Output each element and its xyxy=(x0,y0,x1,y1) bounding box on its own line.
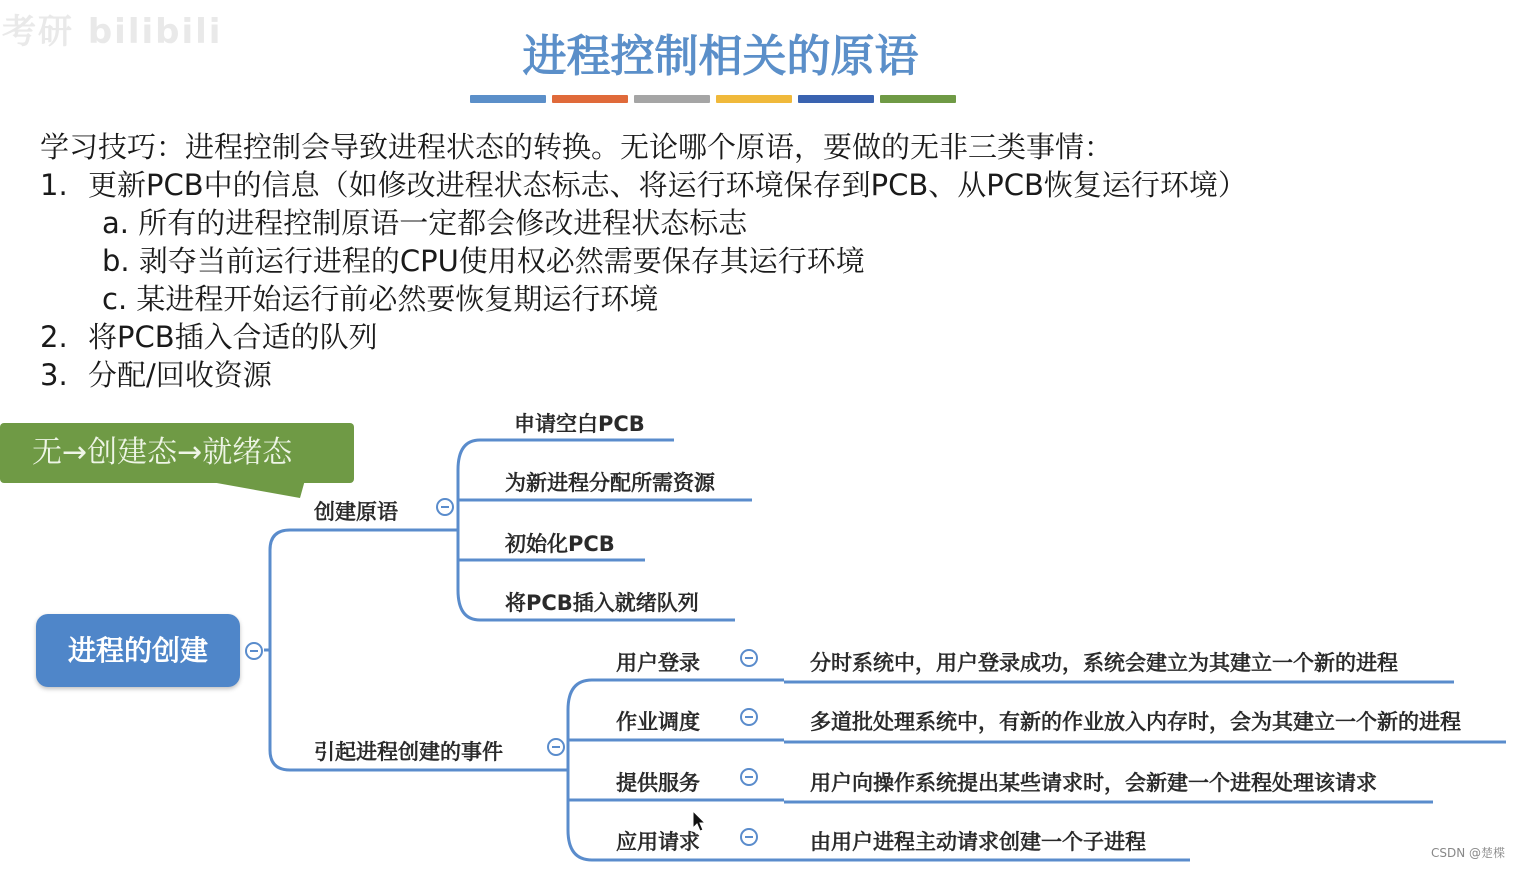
csdn-watermark: CSDN @楚楪 xyxy=(1430,846,1505,860)
collapse-icon[interactable] xyxy=(436,498,454,516)
events-curve xyxy=(568,680,592,860)
tips-subitem: a. 所有的进程控制原语一定都会修改进程状态标志 xyxy=(102,206,748,240)
tips-subitem: b. 剥夺当前运行进程的CPU使用权必然需要保存其运行环境 xyxy=(102,244,865,278)
collapse-icon[interactable] xyxy=(740,708,758,726)
create-step-node[interactable]: 初始化PCB xyxy=(505,532,615,556)
collapse-icon[interactable] xyxy=(740,828,758,846)
collapse-icon[interactable] xyxy=(547,738,565,756)
tips-subitem: c. 某进程开始运行前必然要恢复期运行环境 xyxy=(102,282,659,316)
create-step-node[interactable]: 为新进程分配所需资源 xyxy=(505,471,715,495)
event-node[interactable]: 应用请求 xyxy=(616,830,700,854)
tips-item: 1. 更新PCB中的信息（如修改进程状态标志、将运行环境保存到PCB、从PCB恢复运行环境） xyxy=(40,168,1247,202)
event-description[interactable]: 用户向操作系统提出某些请求时，会新建一个进程处理该请求 xyxy=(810,771,1377,795)
collapse-icon[interactable] xyxy=(740,768,758,786)
collapse-icon[interactable] xyxy=(245,642,263,660)
bilibili-watermark: 考研 bilibili xyxy=(2,12,223,52)
collapse-icon[interactable] xyxy=(740,649,758,667)
create-steps-curve xyxy=(458,440,480,620)
event-node[interactable]: 作业调度 xyxy=(616,710,700,734)
create-primitive-node[interactable]: 创建原语 xyxy=(314,500,398,524)
events-node[interactable]: 引起进程创建的事件 xyxy=(314,740,503,764)
event-description[interactable]: 多道批处理系统中，有新的作业放入内存时，会为其建立一个新的进程 xyxy=(810,710,1461,734)
create-step-node[interactable]: 将PCB插入就绪队列 xyxy=(505,591,699,615)
event-description[interactable]: 分时系统中，用户登录成功，系统会建立为其建立一个新的进程 xyxy=(810,651,1398,675)
tips-intro: 学习技巧：进程控制会导致进程状态的转换。无论哪个原语，要做的无非三类事情： xyxy=(40,130,1114,164)
root-branch-curve xyxy=(270,530,290,770)
mindmap-root-node[interactable]: 进程的创建 xyxy=(36,614,240,687)
tips-item: 2. 将PCB插入合适的队列 xyxy=(40,320,378,354)
page-title: 进程控制相关的原语 xyxy=(522,31,919,82)
event-description[interactable]: 由用户进程主动请求创建一个子进程 xyxy=(810,830,1146,854)
create-step-node[interactable]: 申请空白PCB xyxy=(514,412,645,436)
state-transition-callout: 无→创建态→就绪态 xyxy=(0,423,354,483)
event-node[interactable]: 提供服务 xyxy=(616,771,700,795)
mouse-cursor-icon xyxy=(692,810,708,834)
tips-item: 3. 分配/回收资源 xyxy=(40,358,272,392)
event-node[interactable]: 用户登录 xyxy=(616,651,700,675)
